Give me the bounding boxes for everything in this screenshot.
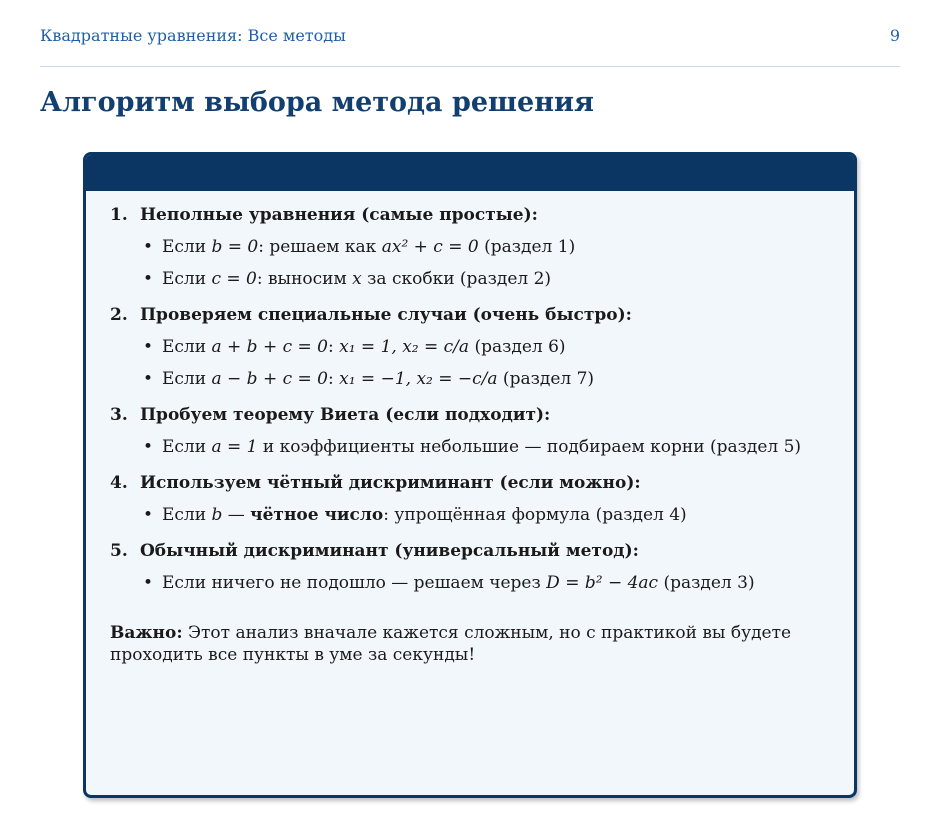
step-heading: 3. Пробуем теорему Виета (если подходит):	[110, 405, 551, 425]
page-title: Алгоритм выбора метода решения	[40, 87, 594, 118]
bullet-item: • Если a + b + c = 0: x₁ = 1, x₂ = c/a (раздел 6)	[135, 336, 828, 358]
important-note: Важно: Этот анализ вначале кажется сложным, но с практикой вы будете проходить все пункты в уме за секунды!	[110, 623, 792, 665]
step-bullets	[110, 436, 828, 458]
step-heading: 4. Используем чётный дискриминант (если можно):	[110, 473, 641, 493]
algorithm-content	[110, 204, 828, 683]
algorithm-box	[83, 152, 857, 798]
step-bullets	[110, 236, 828, 290]
step-heading: 5. Обычный дискриминант (универсальный метод):	[110, 541, 639, 561]
bullet-item: • Если ничего не подошло — решаем через D = b² − 4ac (раздел 3)	[135, 572, 828, 594]
step-heading: 1. Неполные уравнения (самые простые):	[110, 205, 538, 225]
step-bullets	[110, 336, 828, 390]
step-bullets	[110, 504, 828, 526]
bullet-item: • Если b — чётное число: упрощённая формула (раздел 4)	[135, 504, 828, 526]
bullet-item: • Если c = 0: выносим x за скобки (раздел 2)	[135, 268, 828, 290]
page-number: 9	[889, 26, 900, 45]
running-header	[40, 24, 900, 67]
step-heading: 2. Проверяем специальные случаи (очень быстро):	[110, 305, 632, 325]
document-title: Квадратные уравнения: Все методы	[40, 26, 346, 45]
bullet-item: • Если b = 0: решаем как ax² + c = 0 (раздел 1)	[135, 236, 828, 258]
bullet-item: • Если a = 1 и коэффициенты небольшие — подбираем корни (раздел 5)	[135, 436, 828, 458]
box-header-bar	[86, 155, 854, 191]
bullet-item: • Если a − b + c = 0: x₁ = −1, x₂ = −c/a (раздел 7)	[135, 368, 828, 390]
step-bullets	[110, 572, 828, 594]
